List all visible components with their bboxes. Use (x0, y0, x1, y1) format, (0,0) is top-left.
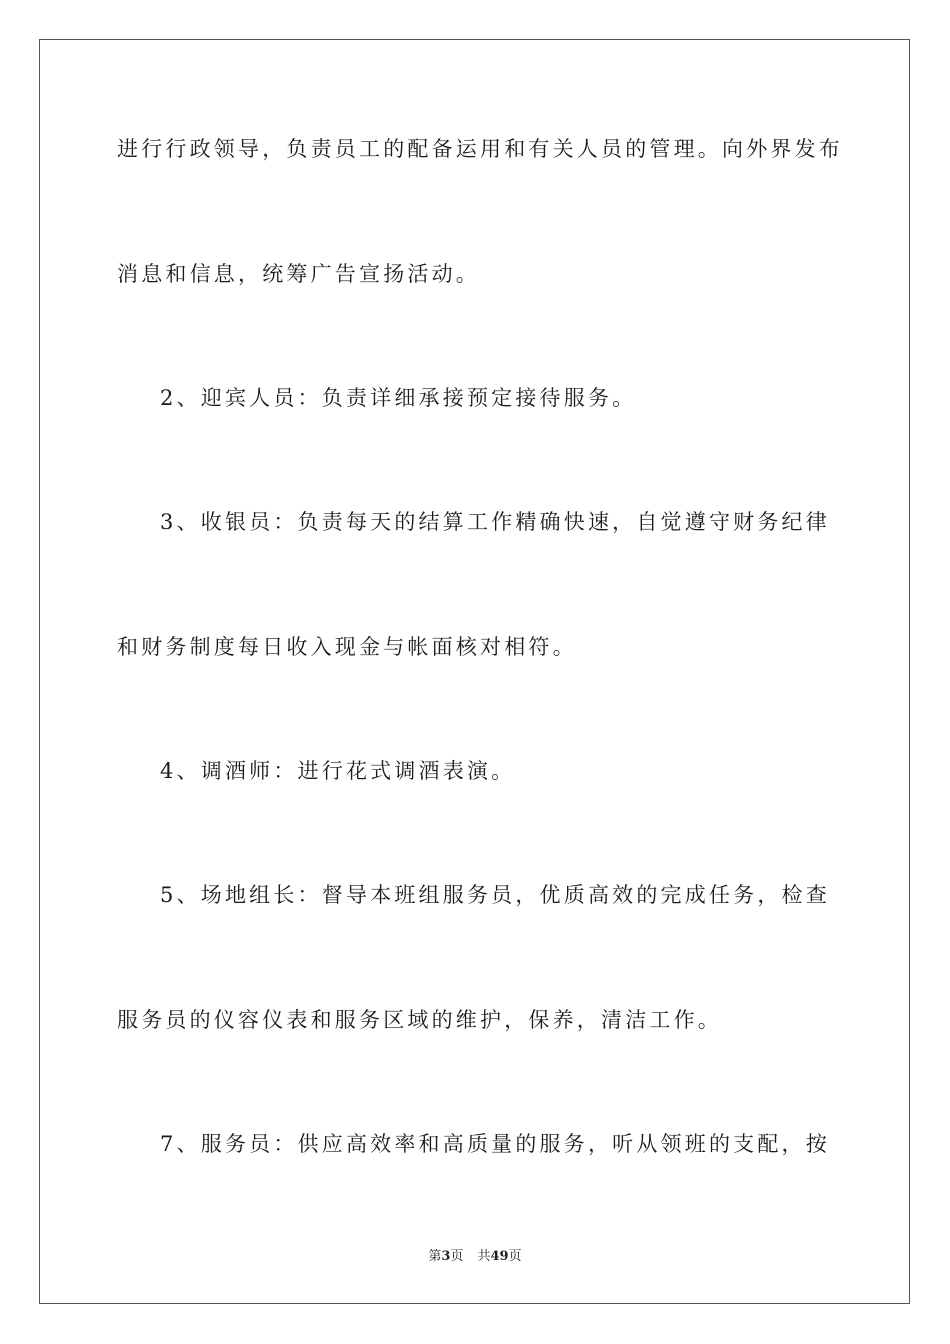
body-text-line-2: 消息和信息，统筹广告宣扬活动。 (117, 262, 480, 286)
body-text-line-3: 2、迎宾人员：负责详细承接预定接待服务。 (160, 386, 637, 410)
footer-page-number: 3 (441, 1249, 451, 1264)
page-border (39, 39, 910, 1304)
body-text-line-1: 进行行政领导，负责员工的配备运用和有关人员的管理。向外界发布 (117, 137, 843, 161)
body-text-line-4: 3、收银员：负责每天的结算工作精确快速，自觉遵守财务纪律 (160, 510, 830, 534)
footer-total-pages: 49 (490, 1249, 509, 1264)
body-text-line-6: 4、调酒师：进行花式调酒表演。 (160, 759, 516, 783)
footer-page-prefix: 第 (428, 1249, 442, 1264)
body-text-line-8: 服务员的仪容仪表和服务区域的维护，保养，清洁工作。 (117, 1008, 722, 1032)
footer-total-suffix: 页 (508, 1249, 522, 1264)
body-text-line-7: 5、场地组长：督导本班组服务员，优质高效的完成任务，检查 (160, 883, 830, 907)
footer-page-suffix: 页 (450, 1249, 464, 1264)
page-footer (0, 1248, 950, 1266)
body-text-line-5: 和财务制度每日收入现金与帐面核对相符。 (117, 635, 577, 659)
footer-total-prefix: 共 (477, 1249, 491, 1264)
body-text-line-9: 7、服务员：供应高效率和高质量的服务，听从领班的支配，按 (160, 1132, 830, 1156)
